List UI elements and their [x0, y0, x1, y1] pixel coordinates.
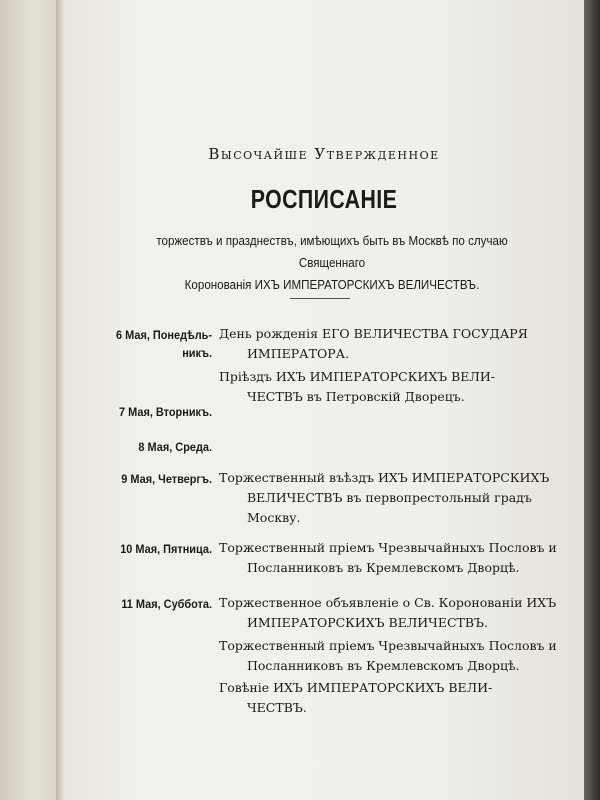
subtitle-line: торжествъ и празднествъ, имѣющихъ быть въ Москвѣ по случаю Священнаго [156, 233, 508, 270]
divider [290, 298, 350, 299]
day-line: 9 Мая, Четвергъ. [121, 474, 212, 486]
event-line: Посланниковъ въ Кремлевскомъ Дворцѣ. [247, 658, 520, 673]
event-line: Пріѣздъ ИХЪ ИМПЕРАТОРСКИХЪ ВЕЛИ- [219, 369, 495, 384]
day-line: 11 Мая, Суббота. [121, 599, 212, 611]
day-line: 10 Мая, Пятница. [120, 544, 212, 556]
event-line: Торжественный въѣздъ ИХЪ ИМПЕРАТОРСКИХЪ [219, 470, 550, 485]
event-line: Торжественный пріемъ Чрезвычайныхъ Пословъ и [219, 638, 557, 653]
page-title: РОСПИСАНІЕ [250, 184, 398, 214]
event-entry [219, 538, 557, 578]
event-line: ВЕЛИЧЕСТВЪ въ первопрестольный градъ [247, 490, 532, 505]
page-subtitle [138, 230, 525, 296]
event-line: Торжественный пріемъ Чрезвычайныхъ Пословъ и [219, 540, 557, 555]
event-entry [219, 324, 528, 364]
subtitle-line: Коронованія ИХЪ ИМПЕРАТОРСКИХЪ ВЕЛИЧЕСТВЪ. [184, 277, 480, 292]
event-line: День рожденія ЕГО ВЕЛИЧЕСТВА ГОСУДАРЯ [219, 326, 528, 341]
event-line: Торжественное объявленіе о Св. Коронованіи ИХЪ [219, 595, 557, 610]
event-line: ИМПЕРАТОРСКИХЪ ВЕЛИЧЕСТВЪ. [247, 615, 488, 630]
event-line: ЧЕСТВЪ въ Петровскій Дворецъ. [247, 389, 465, 404]
day-line: никъ. [182, 348, 212, 360]
day-label [109, 439, 212, 457]
event-entry [219, 367, 515, 407]
event-line: ЧЕСТВЪ. [247, 700, 307, 715]
day-label [109, 471, 212, 489]
event-entry [219, 593, 557, 633]
event-entry [219, 468, 550, 528]
event-entry [219, 636, 557, 676]
day-label [109, 404, 212, 422]
background-edge [584, 0, 600, 800]
page-heading: Высочайше Утвержденное [208, 145, 440, 163]
event-line: Москву. [247, 510, 301, 525]
day-label [109, 596, 212, 614]
day-label [109, 327, 212, 363]
left-page-edge [0, 0, 62, 800]
day-line: 8 Мая, Среда. [138, 442, 212, 454]
day-line: 7 Мая, Вторникъ. [119, 407, 212, 419]
day-label [109, 541, 212, 559]
event-entry [219, 678, 515, 718]
event-line: ИМПЕРАТОРА. [247, 346, 350, 361]
event-line: Говѣніе ИХЪ ИМПЕРАТОРСКИХЪ ВЕЛИ- [219, 680, 493, 695]
document-page [64, 0, 584, 800]
event-line: Посланниковъ въ Кремлевскомъ Дворцѣ. [247, 560, 520, 575]
day-line: 6 Мая, Понедѣль- [116, 330, 212, 342]
